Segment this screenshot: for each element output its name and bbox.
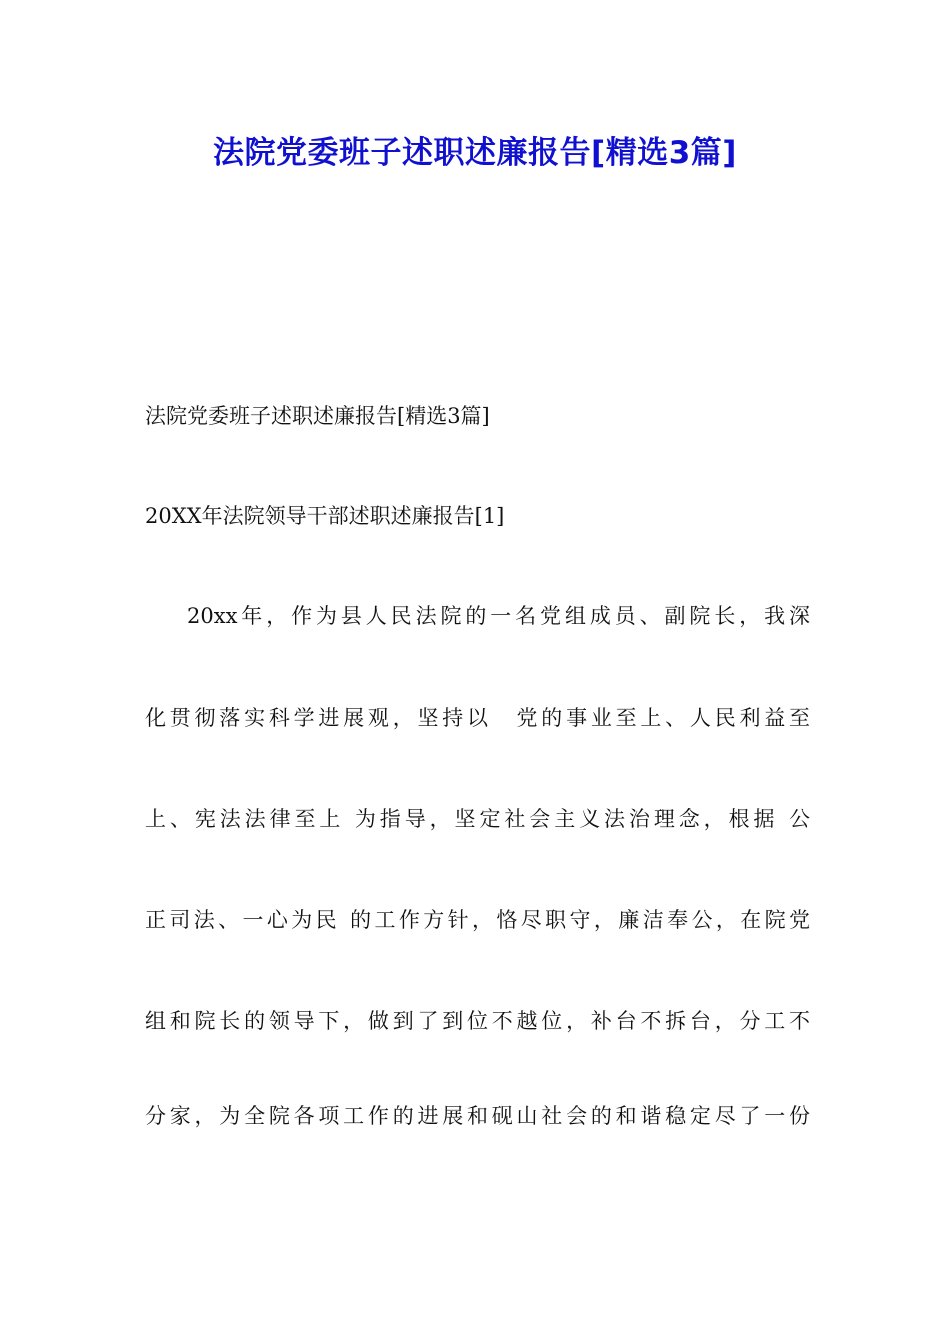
body-line: 上、宪法法律至上 为指导，坚定社会主义法治理念，根据 公 <box>145 807 810 831</box>
section-heading: 20XX年法院领导干部述职述廉报告[1] <box>145 504 505 528</box>
document-subtitle: 法院党委班子述职述廉报告[精选3篇] <box>145 404 490 428</box>
document-title: 法院党委班子述职述廉报告[精选3篇] <box>213 135 737 171</box>
body-line: 20xx年，作为县人民法院的一名党组成员、副院长，我深 <box>187 604 810 628</box>
body-line: 化贯彻落实科学进展观，坚持以 党的事业至上、人民利益至 <box>145 706 810 730</box>
body-line: 分家，为全院各项工作的进展和砚山社会的和谐稳定尽了一份 <box>145 1104 810 1128</box>
body-line: 正司法、一心为民 的工作方针，恪尽职守，廉洁奉公，在院党 <box>145 908 810 932</box>
body-line: 组和院长的领导下，做到了到位不越位，补台不拆台，分工不 <box>145 1009 810 1033</box>
